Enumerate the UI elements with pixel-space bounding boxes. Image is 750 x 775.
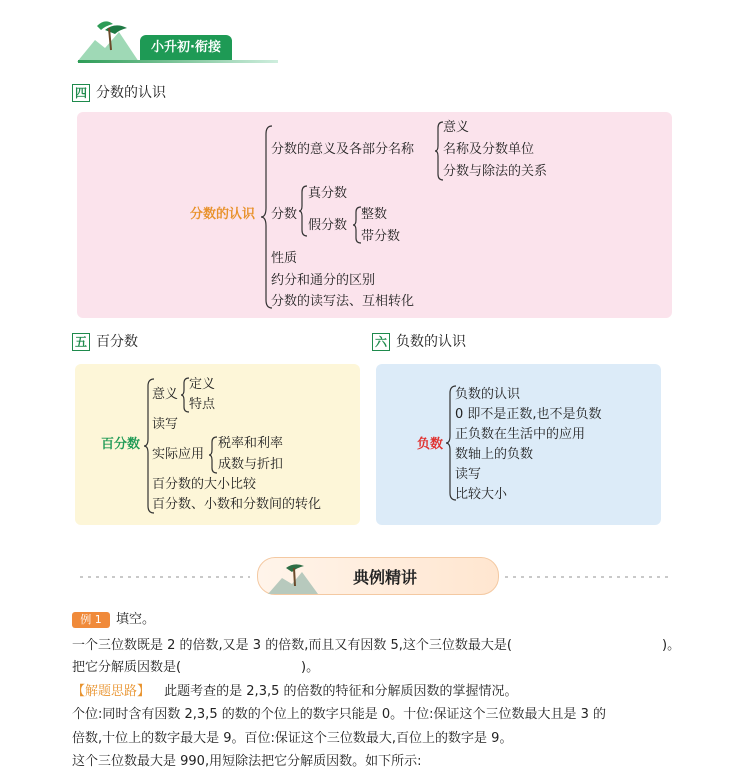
meaning-item: 意义 xyxy=(443,120,470,135)
section-6-number: 六 xyxy=(372,333,390,351)
fraction-type-branch: 分数 xyxy=(271,207,298,222)
section-5-label: 百分数 xyxy=(96,334,138,350)
application-item: 成数与折扣 xyxy=(218,457,284,472)
improper-item: 带分数 xyxy=(361,229,401,244)
tree-logo-icon xyxy=(75,18,141,63)
example-title: 填空。 xyxy=(116,612,156,627)
brace-application-icon xyxy=(208,435,218,475)
solution-line: 个位:同时含有因数 2,3,5 的数的个位上的数字只能是 0。十位:保证这个三位数最大且是 3 的 xyxy=(72,707,607,722)
solution-hint-text: 此题考查的是 2,3,5 的倍数的特征和分解质因数的掌握情况。 xyxy=(164,684,518,699)
fraction-other-item: 性质 xyxy=(271,251,298,266)
fraction-other-item: 约分和通分的区别 xyxy=(271,273,376,288)
percent-application-branch: 实际应用 xyxy=(152,447,205,462)
percent-meaning-item: 特点 xyxy=(189,397,216,412)
section-5-number: 五 xyxy=(72,333,90,351)
percent-other-item: 百分数、小数和分数间的转化 xyxy=(152,497,322,512)
negative-root-label: 负数 xyxy=(417,437,444,452)
negative-item: 读写 xyxy=(455,467,482,482)
banner-dots-right xyxy=(505,573,670,581)
section-6-title xyxy=(372,333,466,351)
negative-item: 数轴上的负数 xyxy=(455,447,534,462)
negative-item: 比较大小 xyxy=(455,487,508,502)
example-number-tag: 例 1 xyxy=(72,612,110,628)
question-line-2-end: )。 xyxy=(301,660,320,675)
negative-item: 正负数在生活中的应用 xyxy=(455,427,586,442)
header-tag: 小升初·衔接 xyxy=(140,35,232,61)
header-divider xyxy=(78,60,278,63)
fraction-type-item: 假分数 xyxy=(308,218,348,233)
application-item: 税率和利率 xyxy=(218,436,284,451)
solution-hint xyxy=(72,682,518,702)
question-line-2-start: 把它分解质因数是( xyxy=(72,660,182,675)
solution-hint-label: 【解题思路】 xyxy=(72,684,151,699)
section-4-number: 四 xyxy=(72,84,90,102)
fraction-other-item: 分数的读写法、互相转化 xyxy=(271,294,415,309)
section-4-title xyxy=(72,84,166,102)
percent-meaning-item: 定义 xyxy=(189,377,216,392)
fraction-root-label: 分数的认识 xyxy=(190,207,256,222)
fraction-meaning-branch: 分数的意义及各部分名称 xyxy=(271,142,415,157)
section-5-title xyxy=(72,333,138,351)
question-line-1-start: 一个三位数既是 2 的倍数,又是 3 的倍数,而且又有因数 5,这个三位数最大是( xyxy=(72,638,512,653)
improper-item: 整数 xyxy=(361,207,388,222)
meaning-item: 分数与除法的关系 xyxy=(443,164,548,179)
percent-meaning-branch: 意义 xyxy=(152,387,179,402)
brace-type-icon xyxy=(298,184,308,238)
section-4-label: 分数的认识 xyxy=(96,85,166,101)
section-6-label: 负数的认识 xyxy=(396,334,466,350)
percent-readwrite: 读写 xyxy=(152,417,179,432)
negative-item: 0 即不是正数,也不是负数 xyxy=(455,407,602,422)
negative-item: 负数的认识 xyxy=(455,387,521,402)
meaning-item: 名称及分数单位 xyxy=(443,142,535,157)
solution-line: 这个三位数最大是 990,用短除法把它分解质因数。如下所示: xyxy=(72,754,422,769)
percent-root-label: 百分数 xyxy=(101,437,141,452)
fraction-type-item: 真分数 xyxy=(308,186,348,201)
solution-line: 倍数,十位上的数字最大是 9。百位:保证这个三位数最大,百位上的数字是 9。 xyxy=(72,731,513,746)
banner-dots-left xyxy=(80,573,250,581)
example-banner-title: 典例精讲 xyxy=(352,568,417,587)
percent-other-item: 百分数的大小比较 xyxy=(152,477,257,492)
question-line-1-end: )。 xyxy=(662,638,681,653)
